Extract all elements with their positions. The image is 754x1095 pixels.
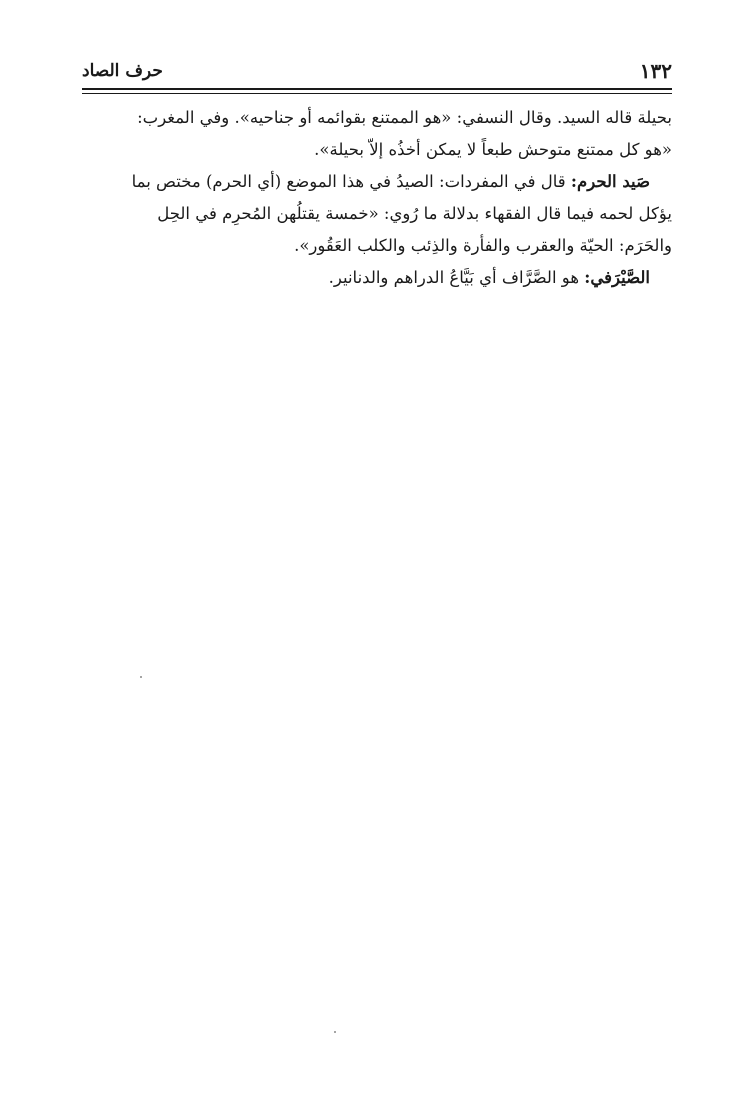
scan-speck <box>140 676 142 678</box>
text-line: «هو كل ممتنع متوحش طبعاً لا يمكن أخذُه إلاّ بحيلة». <box>314 140 672 159</box>
text-line <box>82 262 672 294</box>
running-head <box>82 56 672 86</box>
chapter-title: حرف الصاد <box>82 61 163 81</box>
header-rule-thick <box>82 88 672 90</box>
entry-text: هو الصَّرَّاف أي بَيَّاعُ الدراهم والدنانير. <box>328 268 585 287</box>
text-line <box>82 166 672 198</box>
entry-term: الصَّيْرَفي: <box>584 268 650 287</box>
entry-sayd-al-haram <box>82 166 672 262</box>
body-text <box>82 102 672 294</box>
text-line: بحيلة قاله السيد. وقال النسفي: «هو الممتنع بقوائمه أو جناحيه». وفي المغرب: <box>137 108 672 127</box>
entry-term: صَيد الحرم: <box>570 172 650 191</box>
page-number: ١٣٢ <box>639 59 672 83</box>
text-line: والحَرَم: الحيّة والعقرب والفأرة والذِئب والكلب العَقُور». <box>294 236 672 255</box>
text-line: يؤكل لحمه فيما قال الفقهاء بدلالة ما رُوي: «خمسة يقتلُهن المُحرِم في الحِل <box>157 204 672 223</box>
paragraph-definition-continued <box>82 102 672 166</box>
entry-al-sayrafi <box>82 262 672 294</box>
header-rule-thin <box>82 93 672 94</box>
entry-text: قال في المفردات: الصيدُ في هذا الموضع (أي الحرم) مختص بما <box>131 172 571 191</box>
scan-speck <box>334 1031 336 1033</box>
